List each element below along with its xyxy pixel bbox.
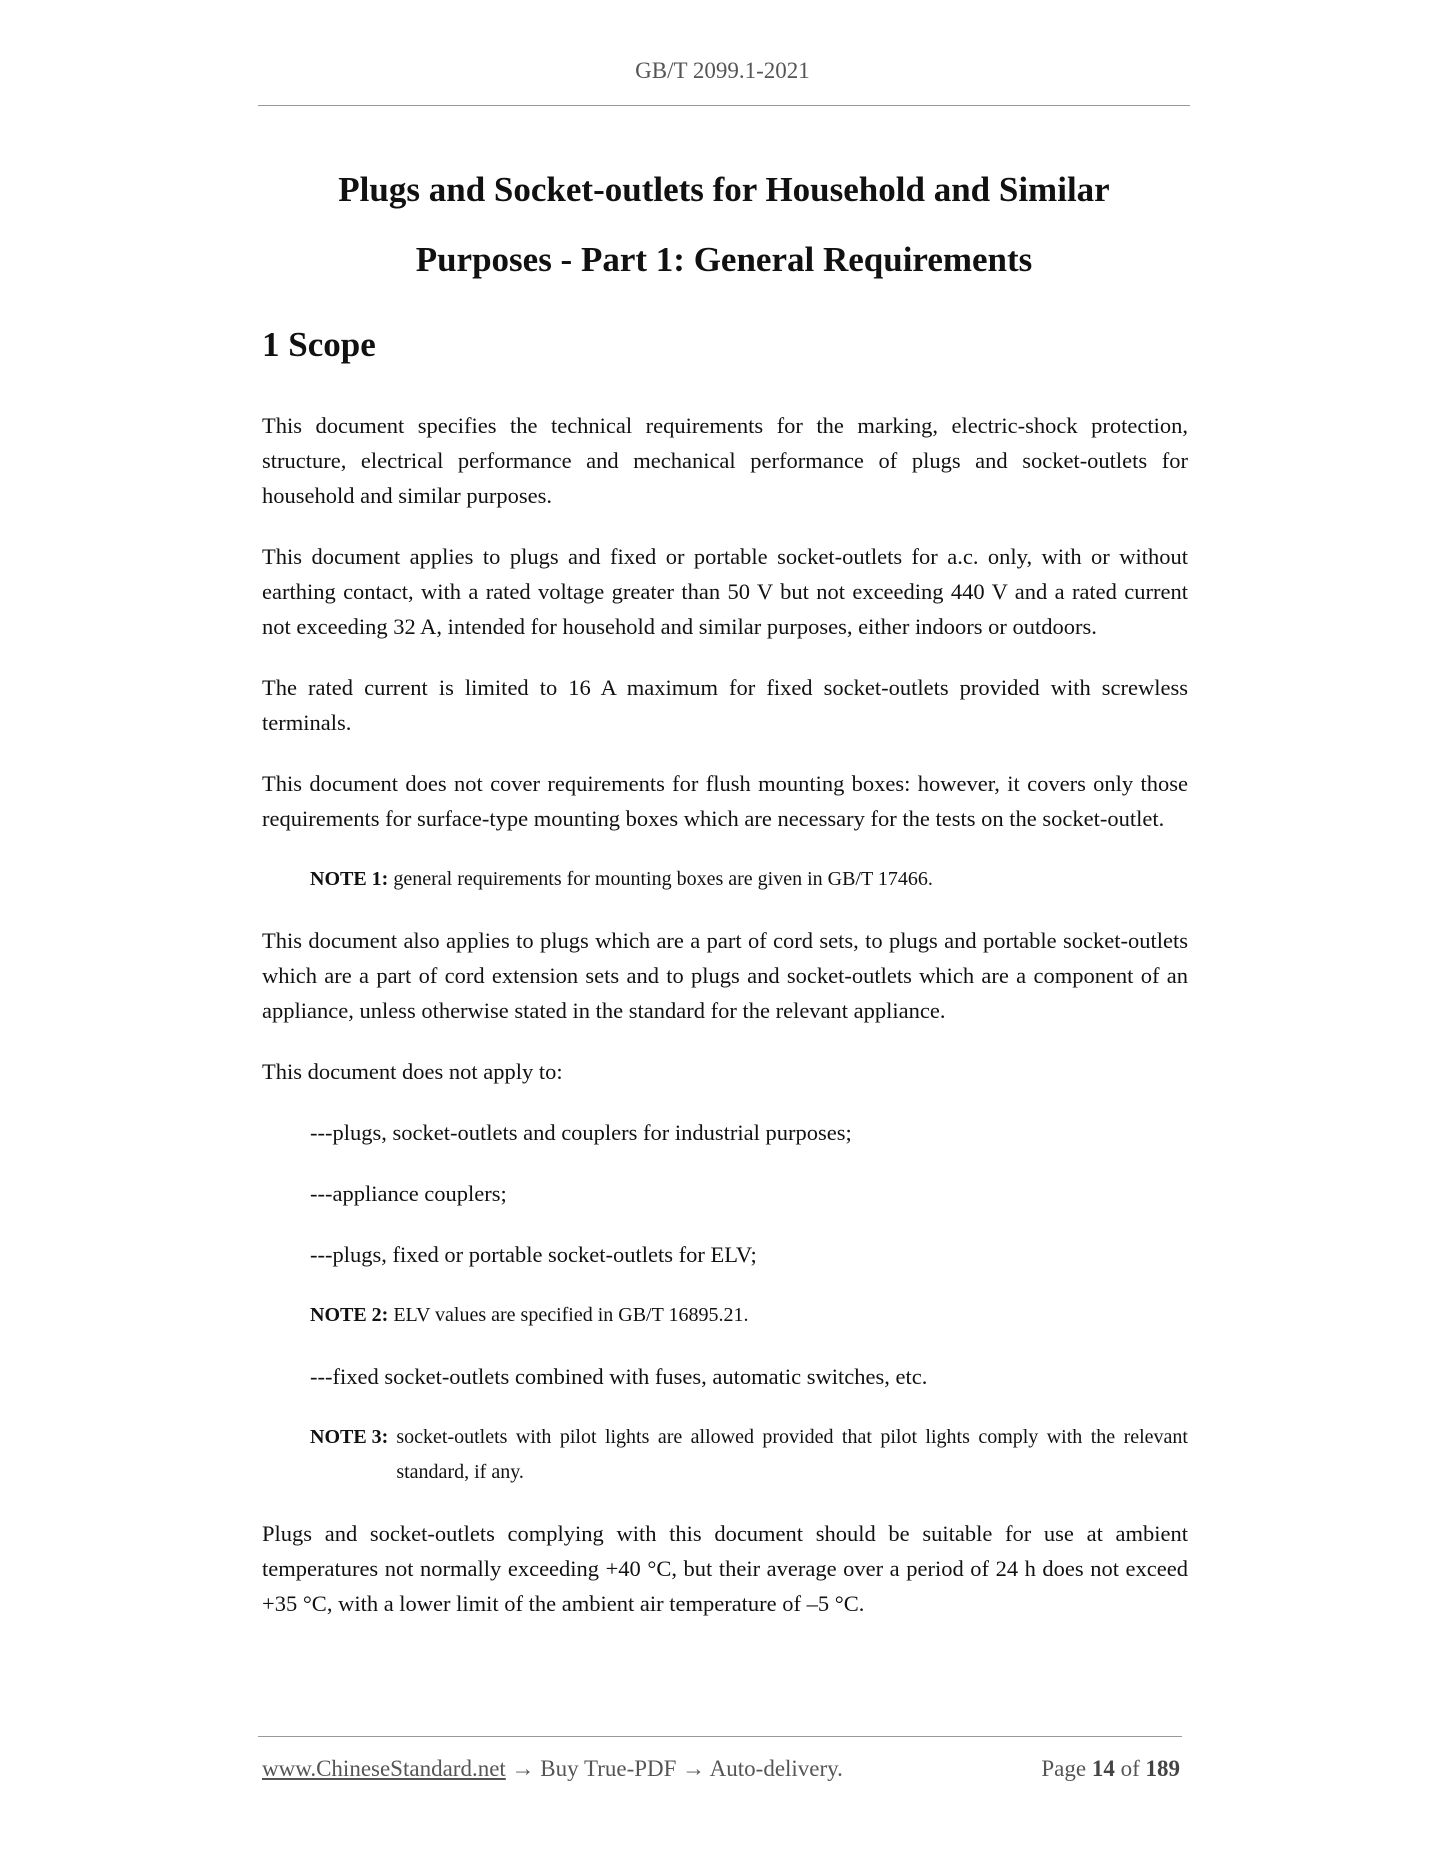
exclusion-list-item: ---plugs, socket-outlets and couplers for industrial purposes; (310, 1120, 852, 1145)
paragraph: This document does not apply to: (262, 1059, 563, 1084)
paragraph: The rated current is limited to 16 A maximum for fixed socket-outlets provided with screwless terminals. (262, 675, 1188, 735)
website-link[interactable]: www.ChineseStandard.net (262, 1756, 506, 1781)
exclusion-list-item: ---plugs, fixed or portable socket-outlets for ELV; (310, 1242, 757, 1267)
exclusion-list-item: ---fixed socket-outlets combined with fuses, automatic switches, etc. (310, 1364, 928, 1389)
note-3 (310, 1420, 1188, 1490)
exclusion-list-item: ---appliance couplers; (310, 1181, 507, 1206)
note-text: socket-outlets with pilot lights are allowed provided that pilot lights comply with the relevant standard, if any. (396, 1426, 1188, 1483)
document-body (262, 408, 1188, 1647)
note-label: NOTE 2: (310, 1304, 389, 1326)
title-line-1: Plugs and Socket-outlets for Household and Similar (338, 170, 1110, 209)
paragraph: This document applies to plugs and fixed or portable socket-outlets for a.c. only, with or without earthing contact, with a rated voltage greater than 50 V but not exceeding 440 V and a rated current not exceeding 32 A, intended for household and similar purposes, either indoors or outdoors. (262, 544, 1188, 639)
page-indicator (1041, 1756, 1180, 1782)
note-label: NOTE 1: (310, 868, 389, 890)
of-word: of (1120, 1756, 1140, 1781)
footer-promo (262, 1756, 843, 1782)
note-1 (310, 862, 1188, 897)
footer-promo-text: → Buy True-PDF → Auto-delivery. (505, 1756, 843, 1781)
section-heading: 1 Scope (262, 325, 376, 364)
paragraph: This document specifies the technical requirements for the marking, electric-shock protection, structure, electrical performance and mechanical performance of plugs and socket-outlets for household and similar purposes. (262, 413, 1188, 508)
footer-divider (258, 1736, 1182, 1737)
current-page-number: 14 (1091, 1756, 1115, 1781)
note-text: ELV values are specified in GB/T 16895.21. (393, 1304, 749, 1326)
note-2 (310, 1298, 1188, 1333)
paragraph: Plugs and socket-outlets complying with this document should be suitable for use at ambient temperatures not normally exceeding +40 °C, but their average over a period of 24 h does not exceed +35 °C, with a lower limit of the ambient air temperature of –5 °C. (262, 1521, 1188, 1616)
title-line-2: Purposes - Part 1: General Requirements (415, 240, 1033, 279)
document-title (258, 155, 1190, 295)
total-pages: 189 (1145, 1756, 1180, 1781)
note-label: NOTE 3: (310, 1426, 389, 1448)
paragraph: This document does not cover requirements for flush mounting boxes: however, it covers only those requirements for surface-type mounting boxes which are necessary for the tests on the socket-outlet. (262, 771, 1188, 831)
page-word: Page (1041, 1756, 1087, 1781)
document-code-header: GB/T 2099.1-2021 (635, 58, 810, 83)
paragraph: This document also applies to plugs which are a part of cord sets, to plugs and portable socket-outlets which are a part of cord extension sets and to plugs and socket-outlets which are a component of an appliance, unless otherwise stated in the standard for the relevant appliance. (262, 928, 1188, 1023)
page-footer (262, 1756, 1180, 1782)
note-text: general requirements for mounting boxes are given in GB/T 17466. (393, 868, 933, 890)
header-divider (258, 105, 1190, 106)
